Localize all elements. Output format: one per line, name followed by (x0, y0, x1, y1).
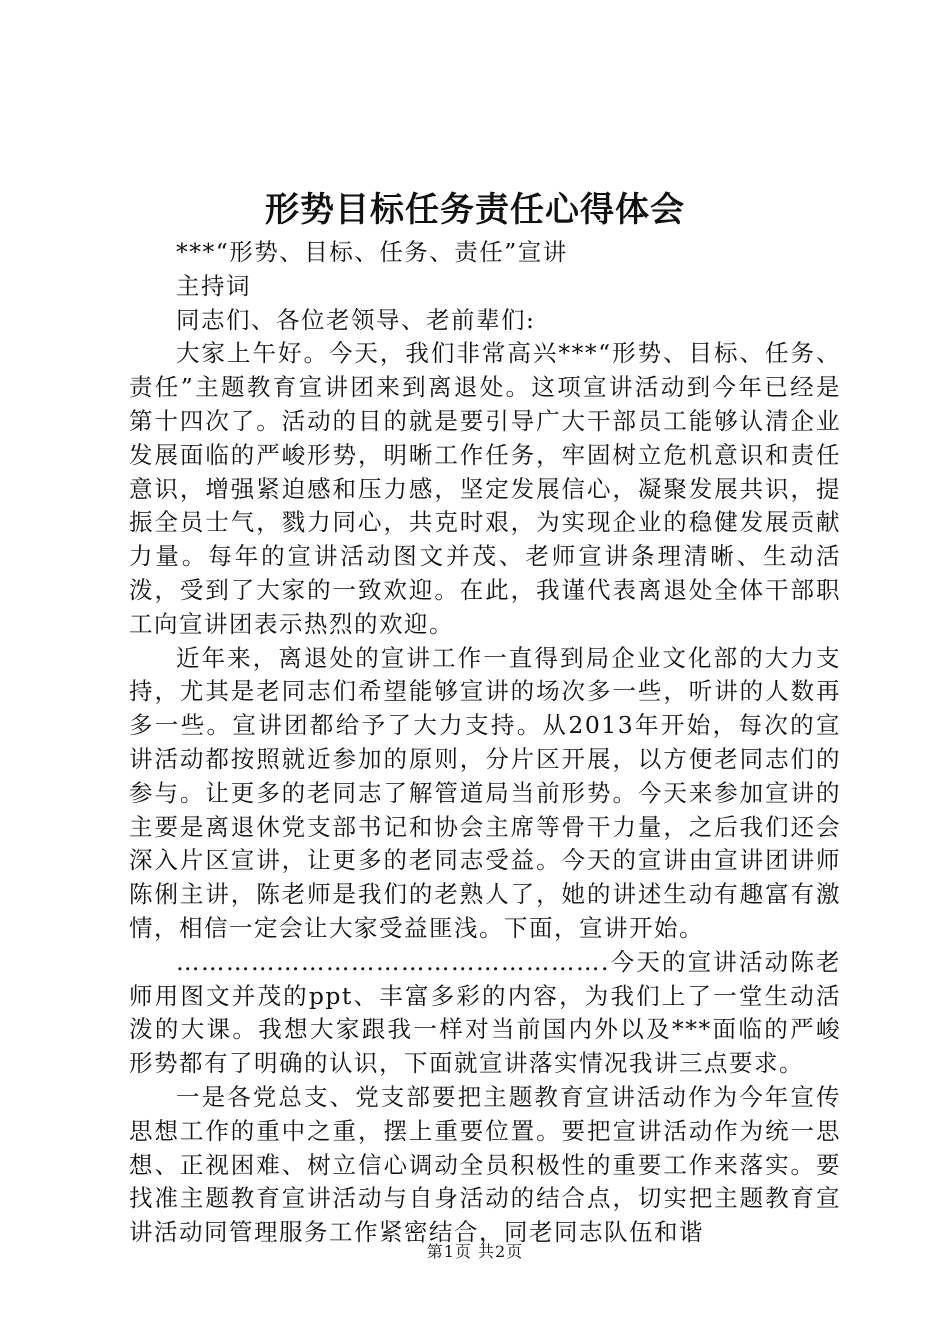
paragraph: 一是各党总支、党支部要把主题教育宣讲活动作为今年宣传思想工作的重中之重，摆上重要位置。要把宣讲活动作为统一思想、正视困难、树立信心调动全员积极性的重要工作来落实。要找准主题教育宣讲活动与自身活动的结合点，切实把主题教育宣讲活动同管理服务工作紧密结合，同老同志队伍和谐 (129, 1082, 841, 1247)
paragraph: …………………………………………….今天的宣讲活动陈老师用图文并茂的ppt、丰富多彩的内容，为我们上了一堂生动活泼的大课。我想大家跟我一样对当前国内外以及***面临的严峻形势都有了明确的认识，下面就宣讲落实情况我讲三点要求。 (129, 947, 841, 1078)
paragraph-subheading: 主持词 (176, 271, 251, 300)
paragraph: 近年来，离退处的宣讲工作一直得到局企业文化部的大力支持，尤其是老同志们希望能够宣讲的场次多一些，听讲的人数再多一些。宣讲团都给予了大力支持。从2013年开始，每次的宣讲活动都按照就近参加的原则，分片区开展，以方便老同志们的参与。让更多的老同志了解管道局当前形势。今天来参加宣讲的主要是离退休党支部书记和协会主席等骨干力量，之后我们还会深入片区宣讲，让更多的老同志受益。今天的宣讲由宣讲团讲师陈俐主讲，陈老师是我们的老熟人了，她的讲述生动有趣富有激情，相信一定会让大家受益匪浅。下面，宣讲开始。 (129, 643, 841, 942)
page-number-footer: 第1页 共2页 (426, 1242, 524, 1261)
paragraph-salutation: 同志们、各位老领导、老前辈们: (176, 305, 536, 334)
document-title: 形势目标任务责任心得体会 (265, 190, 685, 230)
paragraph: 大家上午好。今天，我们非常高兴***“形势、目标、任务、责任”主题教育宣讲团来到离退处。这项宣讲活动到今年已经是第十四次了。活动的目的就是要引导广大干部员工能够认清企业发展面临的严峻形势，明晰工作任务，牢固树立危机意识和责任意识，增强紧迫感和压力感，坚定发展信心，凝聚发展共识，提振全员士气，戮力同心，共克时艰，为实现企业的稳健发展贡献力量。每年的宣讲活动图文并茂、老师宣讲条理清晰、生动活泼，受到了大家的一致欢迎。在此，我谨代表离退处全体干部职工向宣讲团表示热烈的欢迎。 (129, 339, 841, 638)
document-body (129, 236, 841, 1250)
paragraph-heading-line: ***“形势、目标、任务、责任”宣讲 (176, 238, 568, 266)
